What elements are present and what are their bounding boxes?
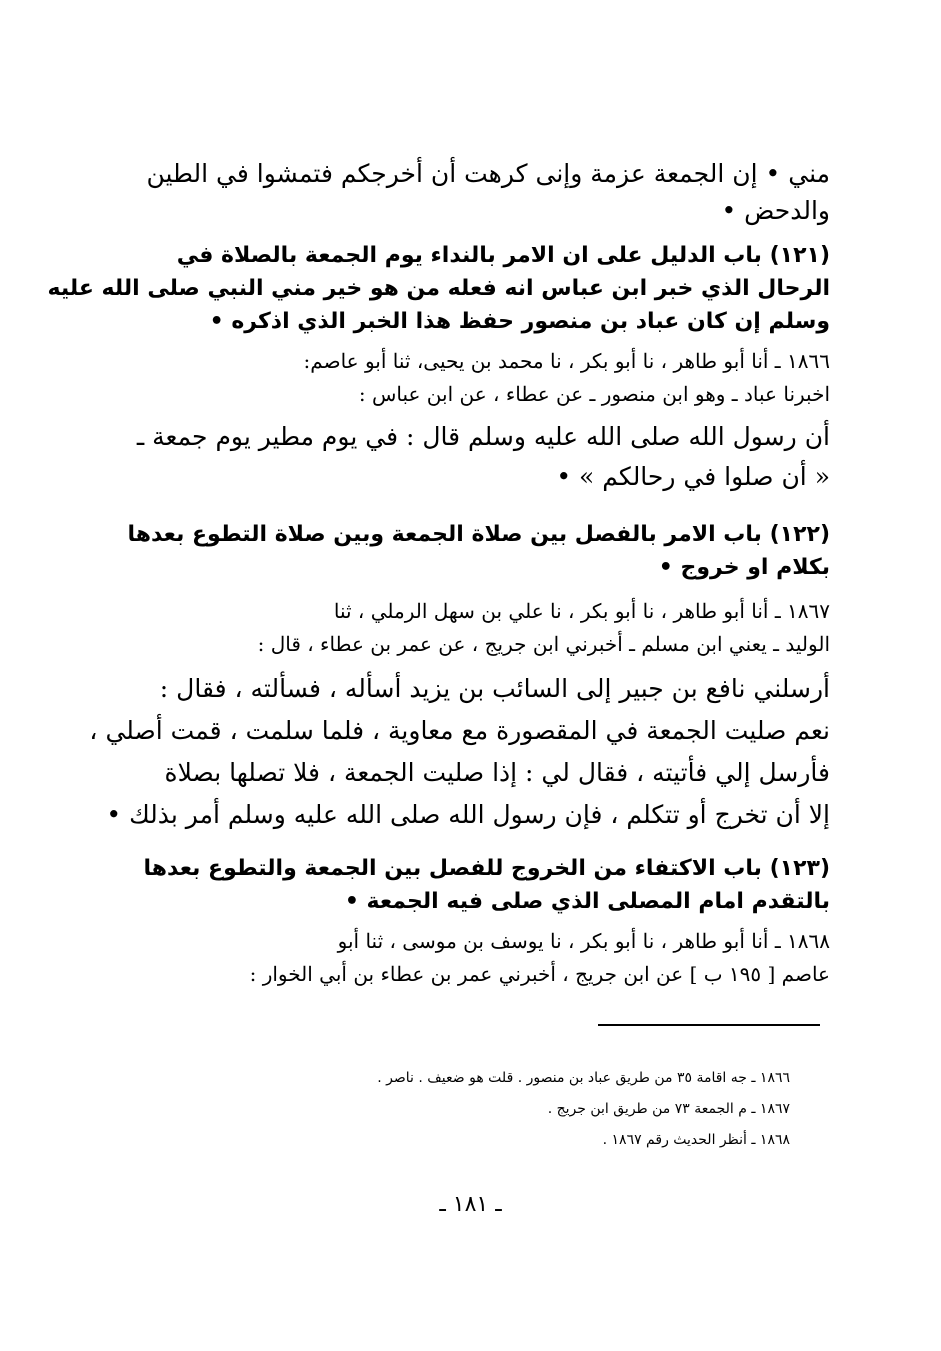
text-line: أرسلني نافع بن جبير إلى السائب بن يزيد أسأله ، فسألته ، فقال : — [159, 674, 830, 703]
chapter-heading-line: الرحال الذي خبر ابن عباس انه فعله من هو خير مني النبي صلى الله عليه — [47, 276, 830, 301]
chapter-heading-line: (١٢١) باب الدليل على ان الامر بالنداء يوم الجمعة بالصلاة في — [176, 243, 830, 268]
text-line: مني • إن الجمعة عزمة وإنى كرهت أن أخرجكم فتمشوا في الطين — [146, 159, 830, 188]
isnad-line: ١٨٦٨ ـ أنا أبو طاهر ، نا أبو بكر ، نا يوسف بن موسى ، ثنا أبو — [337, 929, 830, 953]
isnad-line: الوليد ـ يعني ابن مسلم ـ أخبرني ابن جريج ، عن عمر بن عطاء ، قال : — [257, 632, 830, 656]
text-line: إلا أن تخرج أو تتكلم ، فإن رسول الله صلى الله عليه وسلم أمر بذلك • — [106, 800, 830, 829]
chapter-heading-line: (١٢٣) باب الاكتفاء من الخروج للفصل بين الجمعة والتطوع بعدها — [143, 856, 830, 881]
text-line: فأرسل إلي فأتيته ، فقال لي : إذا صليت الجمعة ، فلا تصلها بصلاة — [164, 758, 830, 787]
isnad-line: اخبرنا عباد ـ وهو ابن منصور ـ عن عطاء ، عن ابن عباس : — [358, 382, 830, 406]
footnote-line: ١٨٦٨ ـ أنظر الحديث رقم ١٨٦٧ . — [602, 1132, 790, 1148]
isnad-line: عاصم [ ١٩٥ ب ] عن ابن جريج ، أخبرني عمر بن عطاء بن أبي الخوار : — [249, 962, 830, 986]
page-number: ـ ١٨١ ـ — [439, 1192, 502, 1217]
footnote-line: ١٨٦٦ ـ جه اقامة ٣٥ من طريق عباد بن منصور . قلت هو ضعيف . ناصر . — [377, 1070, 790, 1086]
chapter-heading-line: وسلم إن كان عباد بن منصور حفظ هذا الخبر الذي اذكره • — [209, 309, 830, 334]
text-line: أن رسول الله صلى الله عليه وسلم قال : في يوم مطير يوم جمعة ـ — [136, 422, 830, 451]
footnote-line: ١٨٦٧ ـ م الجمعة ٧٣ من طريق ابن جريج . — [547, 1101, 790, 1117]
isnad-line: ١٨٦٧ ـ أنا أبو طاهر ، نا أبو بكر ، نا علي بن سهل الرملي ، ثنا — [333, 599, 830, 623]
chapter-heading-line: (١٢٢) باب الامر بالفصل بين صلاة الجمعة وبين صلاة التطوع بعدها — [127, 522, 830, 547]
chapter-heading-line: بالتقدم امام المصلى الذي صلى فيه الجمعة • — [344, 889, 830, 914]
footnote-divider — [598, 1024, 820, 1026]
isnad-line: ١٨٦٦ ـ أنا أبو طاهر ، نا أبو بكر ، نا محمد بن يحيى، ثنا أبو عاصم: — [303, 349, 830, 373]
text-line: والدحض • — [721, 196, 830, 225]
text-line: نعم صليت الجمعة في المقصورة مع معاوية ، فلما سلمت ، قمت أصلي ، — [89, 716, 830, 745]
chapter-heading-line: بكلام او خروج • — [658, 555, 830, 580]
text-line: « أن صلوا في رحالكم » • — [556, 462, 830, 491]
